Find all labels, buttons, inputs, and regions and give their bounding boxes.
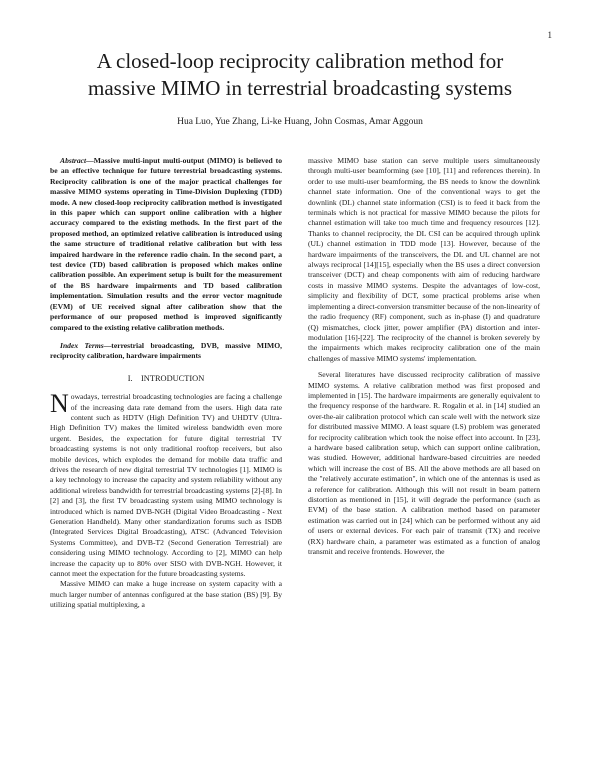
abstract-label: Abstract — [60, 156, 87, 165]
paper-title — [40, 48, 560, 102]
title-line-1: A closed-loop reciprocity calibration method for — [96, 49, 504, 73]
right-paragraph-2: Several literatures have discussed reciprocity calibration of massive MIMO systems. A relative calibration method was first proposed and implemented in [15]. The hardware impairments are generally equivalent to the frequency response of the hardware. R. Rogalin et al. in [14] studied an over-the-air calibration protocol which can scale well with the network size for distributed massive MIMO. A least square (LS) problem was generated for reciprocity calibration which took the noise effect into account. In [23], a hardware based calibration setup, which can support online calibration, was studied. However, additional hardware-based circuitries are needed which will increase the cost of BS. All the above methods are all based on the "relatively accurate estimation", in which one of the antennas is used as a reference for calibration. Although this will not result in beam pattern distortion as mentioned in [15], it will degrade the performance (such as EVM) of the base station. A calibration method based on parameter estimation was carried out in [24] which can be performed without any aid of users or external devices. For each pair of transmit (TX) and receive (RX) hardware chain, a parameter was estimated as a function of analog transmit and receive frontends. However, the — [308, 370, 540, 557]
right-column — [308, 156, 540, 557]
drop-cap: N — [50, 389, 69, 419]
section-heading-introduction: I. INTRODUCTION — [127, 373, 205, 383]
author-list: Hua Luo, Yue Zhang, Li-ke Huang, John Cosmas, Amar Aggoun — [177, 117, 423, 127]
title-line-2: massive MIMO in terrestrial broadcasting systems — [88, 76, 512, 100]
left-column — [50, 156, 282, 611]
index-terms-label: Index Terms — [60, 340, 104, 350]
index-terms — [50, 341, 282, 362]
abstract — [50, 156, 282, 333]
intro-paragraph-1-text: owadays, terrestrial broadcasting technologies are facing a challenge of the increasing data rate demand from the users. High data rate content such as HDTV (High Definition TV) and UHDTV (Ultra-High Definition TV) makes the limited wireless bandwidth even more urgent. Besides, the expectation for future digital terrestrial TV broadcasting systems is not only traditional rooftop receivers, but also mobile devices, which explodes the demand for mobile data traffic and drives the research of new digital terrestrial TV technologies [1]. MIMO is a key technology to increase the capacity and system reliability without any additional wireless bandwidth for terrestrial broadcasting systems [2]-[8]. In [2] and [3], the first TV broadcasting system using MIMO technology is introduced which is named DVB-NGH (Digital Video Broadcasting - Next Generation Handheld). Many other standardization forums such as ISDB (Integrated Services Digital Broadcasting), ATSC (Advanced Television Systems Committee), and DVB-T2 (Second Generation Terrestrial) are considering using MIMO technology. According to [2], MIMO can help increase the capacity up to 80% over SISO with DVB-NGH. However, it cannot meet the expectation for the future broadcasting systems. — [50, 392, 282, 579]
abstract-text: —Massive multi-input multi-output (MIMO) is believed to be an effective technique for future terrestrial broadcasting systems. Reciprocity calibration is one of the major practical challenges for massive MIMO systems operating in Time-Division Duplexing (TDD) mode. A new closed-loop reciprocity calibration method is investigated in this paper which can support online calibration with a higher accuracy compared to the existing methods. In the first part of the proposed method, an optimized relative calibration is introduced using the same structure of traditional relative calibration but with less impaired hardware in the reference radio chain. In the second part, a test device (TD) based calibration is proposed which makes online calibration possible. An experiment setup is built for the measurement of the BS hardware impairments and TD based calibration implementation. Simulation results and the error vector magnitude (EVM) of UE received signal after calibration show that the performance of our proposed method is improved significantly compared to the existing relative calibration methods. — [50, 156, 282, 332]
index-terms-text: —terrestrial broadcasting, DVB, massive MIMO, reciprocity calibration, hardware impairments — [50, 340, 282, 361]
right-paragraph-1: massive MIMO base station can serve multiple users simultaneously through multi-user beamforming (see [10], [11] and references therein). In order to use multi-user beamforming, the BS needs to know the downlink channel state information. One of the conventional ways to get the downlink (DL) channel state information (CSI) is to feed it back from the terminals which is not practical for massive MIMO because the pilots for channel estimation will take too much time and frequency resources [12]. Thanks to channel reciprocity, the DL CSI can be acquired through uplink (UL) channel estimation in TDD mode [13]. However, because of the hardware impairments of the transceivers, the DL and UL channel are not always reciprocal [14][15], especially when the BS uses a direct conversion transceiver (DCT) and cheap components with aim of reducing hardware costs in massive MIMO systems. Despite the advantages of low-cost, simplicity and flexibility of DCT, some practical problems arise when implementing a direct-conversion transmitter because of the non-linearity of the radio frequency (RF) component, such as in-phase (I) and quadrature (Q) mismatches, clock jitter, power amplifier (PA) distortion and inter-modulation [16]-[22]. The reciprocity of the channel is broken severely by the impairments which makes reciprocity calibration one of the main challenges of massive MIMO systems' implementation. — [308, 156, 540, 363]
intro-paragraph-1 — [50, 389, 282, 579]
page-number: 1 — [547, 30, 552, 40]
intro-paragraph-2: Massive MIMO can make a huge increase on system capacity with a much larger number of antennas configured at the base station (BS) [9]. By utilizing spatial multiplexing, a — [50, 579, 282, 610]
